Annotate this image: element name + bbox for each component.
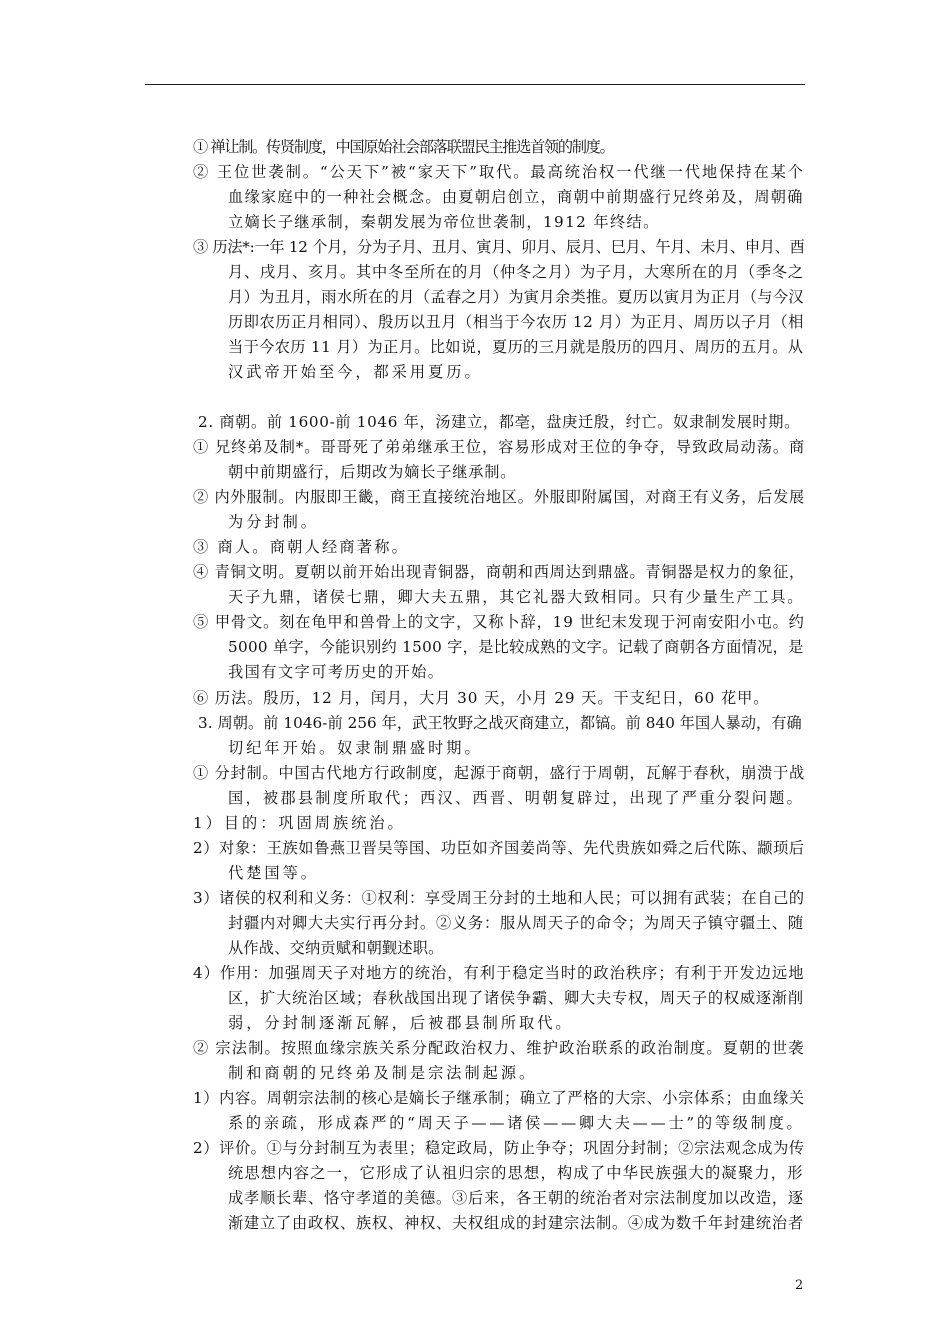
text-line: 从作战、交纳贡赋和朝觐述职。 xyxy=(228,939,444,957)
text-line: 渐建立了由政权、族权、神权、夫权组成的封建宗法制。④成为数千年封建统治者 xyxy=(228,1214,804,1232)
text-line: 切纪年开始。奴隶制鼎盛时期。 xyxy=(228,739,483,757)
text-line: ④ 青铜文明。夏朝以前开始出现青铜器，商朝和西周达到鼎盛。青铜器是权力的象征， xyxy=(193,563,805,581)
text-line: 1）内容。周朝宗法制的核心是嫡长子继承制；确立了严格的大宗、小宗体系；由血缘关 xyxy=(193,1089,805,1107)
text-line: 代楚国等。 xyxy=(228,864,319,882)
text-line: ② 宗法制。按照血缘宗族关系分配政治权力、维护政治联系的政治制度。夏朝的世袭 xyxy=(193,1039,805,1057)
text-line: 1）目的：巩固周族统治。 xyxy=(193,814,406,832)
text-line: 月）为丑月，雨水所在的月（孟春之月）为寅月余类推。夏历以寅月为正月（与今汉 xyxy=(228,288,804,306)
text-line: ⑤ 甲骨文。刻在龟甲和兽骨上的文字，又称卜辞，19 世纪末发现于河南安阳小屯。约 xyxy=(193,613,805,631)
text-line: 月、戌月、亥月。其中冬至所在的月（仲冬之月）为子月，大寒所在的月（季冬之 xyxy=(228,263,804,281)
text-line: 统思想内容之一，它形成了认祖归宗的思想，构成了中华民族强大的凝聚力，形 xyxy=(228,1164,804,1182)
text-line: 立嫡长子继承制，秦朝发展为帝位世袭制，1912 年终结。 xyxy=(228,213,660,231)
text-line: 2）评价。①与分封制互为表里；稳定政局，防止争夺；巩固分封制；②宗法观念成为传 xyxy=(193,1139,805,1157)
text-line: 2. 商朝。前 1600-前 1046 年，汤建立，都亳，盘庚迁殷，纣亡。奴隶制发展时期。 xyxy=(198,413,801,431)
text-line: ① 分封制。中国古代地方行政制度，起源于商朝，盛行于周朝，瓦解于春秋，崩溃于战 xyxy=(193,764,805,782)
text-line: 系的亲疏，形成森严的“周天子——诸侯——卿大夫——士”的等级制度。 xyxy=(228,1114,805,1132)
page-number: 2 xyxy=(795,1278,804,1293)
text-line: ⑥ 历法。殷历，12 月，闰月，大月 30 天，小月 29 天。干支纪日，60 花甲。 xyxy=(193,689,770,707)
text-line: ③ 商人。商朝人经商著称。 xyxy=(193,538,410,556)
text-line: 制和商朝的兄终弟及制是宗法制起源。 xyxy=(228,1064,538,1082)
text-line: 2）对象：王族如鲁燕卫晋吴等国、功臣如齐国姜尚等、先代贵族如舜之后代陈、颛顼后 xyxy=(193,839,805,857)
text-line: 4）作用：加强周天子对地方的统治，有利于稳定当时的政治秩序；有利于开发边远地 xyxy=(193,964,805,982)
text-line: 3. 周朝。前 1046-前 256 年，武王牧野之战灭商建立，都镐。前 840 年国人暴动，有确 xyxy=(198,714,802,732)
text-line: 天子九鼎，诸侯七鼎，卿大夫五鼎，其它礼器大致相同。只有少量生产工具。 xyxy=(228,588,805,606)
text-line: ② 内外服制。内服即王畿，商王直接统治地区。外服即附属国，对商王有义务，后发展 xyxy=(193,488,805,506)
text-line: ③ 历法*:一年 12 个月，分为子月、丑月、寅月、卯月、辰月、巳月、午月、未月、申月、酉 xyxy=(193,238,805,256)
text-line: 血缘家庭中的一种社会概念。由夏朝启创立，商朝中前期盛行兄终弟及，周朝确 xyxy=(228,188,804,206)
text-line: 5000 单字，今能识别约 1500 字，是比较成熟的文字。记载了商朝各方面情况，是 xyxy=(228,638,804,656)
text-line: 3）诸侯的权利和义务：①权利：享受周王分封的土地和人民；可以拥有武装；在自己的 xyxy=(193,889,805,907)
text-line: 区，扩大统治区域；春秋战国出现了诸侯争霸、卿大夫专权，周天子的权威逐渐削 xyxy=(228,989,804,1007)
text-line: ② 王位世袭制。“公天下”被“家天下”取代。最高统治权一代继一代地保持在某个 xyxy=(193,163,805,181)
text-line: 成孝顺长辈、恪守孝道的美德。③后来，各王朝的统治者对宗法制度加以改造，逐 xyxy=(228,1189,804,1207)
text-line: 汉武帝开始至今，都采用夏历。 xyxy=(228,363,483,381)
text-line: 弱，分封制逐渐瓦解，后被郡县制所取代。 xyxy=(228,1014,574,1032)
text-line: 我国有文字可考历史的开始。 xyxy=(228,663,445,681)
text-line: 历即农历正月相同）、殷历以丑月（相当于今农历 12 月）为正月、周历以子月（相 xyxy=(228,313,804,331)
text-line: 封疆内对卿大夫实行再分封。②义务：服从周天子的命令；为周天子镇守疆土、随 xyxy=(228,914,804,932)
text-line: 国，被郡县制度所取代；西汉、西晋、明朝复辟过，出现了严重分裂问题。 xyxy=(228,789,805,807)
text-line: ① 兄终弟及制*。哥哥死了弟弟继承王位，容易形成对王位的争夺，导致政局动荡。商 xyxy=(193,438,806,456)
text-line: 当于今农历 11 月）为正月。比如说，夏历的三月就是殷历的四月、周历的五月。从 xyxy=(228,338,804,356)
text-line: ① 禅让制。传贤制度，中国原始社会部落联盟民主推选首领的制度。 xyxy=(193,138,614,156)
text-line: 朝中前期盛行，后期改为嫡长子继承制。 xyxy=(228,463,517,481)
header-rule xyxy=(145,84,805,85)
text-line: 为分封制。 xyxy=(228,513,319,531)
